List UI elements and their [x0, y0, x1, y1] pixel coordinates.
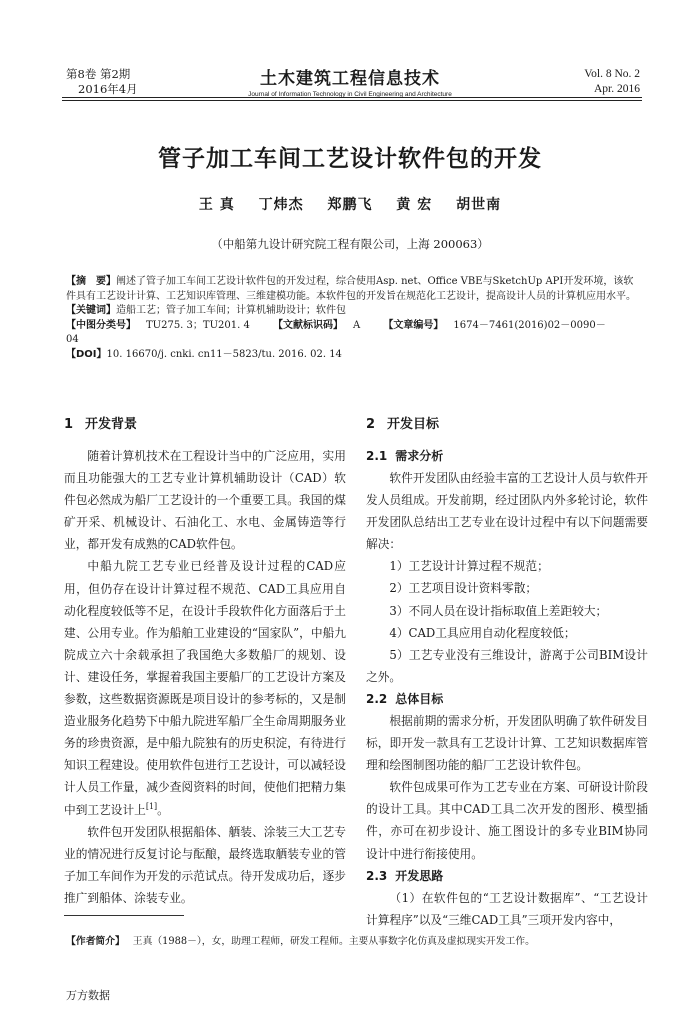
section-heading-2: 2 开发目标	[366, 417, 440, 432]
right-column	[366, 415, 648, 931]
author: 胡世南	[456, 197, 502, 213]
watermark-text: 万方数据	[66, 989, 110, 1002]
footnote-rule	[64, 915, 184, 916]
doc-code-label: 【文献标识码】	[273, 319, 343, 331]
list-item: 1）工艺设计计算过程不规范；	[389, 559, 549, 574]
author: 王 真	[198, 197, 235, 213]
clc-label: 【中图分类号】	[66, 319, 136, 331]
paragraph: 软件包开发团队根据船体、舾装、涂装三大工艺专业的情况进行反复讨论与酝酿，最终选取舾装专业的管子加工车间作为开发的示范试点。待开发成功后，逐步推广到船体、涂装专业。	[64, 824, 346, 905]
keywords-label: 【关键词】	[66, 305, 116, 317]
abstract-label: 【摘 要】	[66, 276, 116, 287]
list-item: 2）工艺项目设计资料零散；	[389, 581, 538, 596]
author-footnote	[66, 933, 535, 947]
citation: [1]	[145, 801, 158, 811]
subsection-heading: 2.2 总体目标	[366, 691, 444, 706]
clc-value: TU275. 3；TU201. 4	[146, 319, 250, 331]
date-cn: 2016年4月	[78, 82, 138, 96]
keywords	[66, 304, 636, 319]
paragraph: （1）在软件包的“工艺设计数据库”、“工艺设计计算程序”以及“三维CAD工具”三项开发内容中，	[366, 890, 648, 927]
doi-label: 【DOI】	[66, 348, 107, 360]
author: 郑鹏飞	[327, 197, 373, 213]
header-rule-thin	[62, 100, 642, 101]
paragraph: 软件包成果可作为工艺专业在方案、可研设计阶段的设计工具。其中CAD工具二次开发的图形、模型插件，亦可在初步设计、施工图设计的多专业BIM协同设计中进行衔接使用。	[366, 780, 648, 861]
list-item: 3）不同人员在设计指标取值上差距较大；	[389, 603, 608, 618]
author-list	[0, 194, 700, 214]
journal-name-en: Journal of Information Technology in Civil Engineering and Architecture	[248, 91, 452, 98]
classification-row	[66, 319, 636, 348]
running-header-right	[584, 67, 640, 97]
abstract	[66, 275, 636, 304]
subsection-heading: 2.1 需求分析	[366, 449, 444, 463]
affiliation: （中船第九设计研究院工程有限公司，上海 200063）	[211, 237, 489, 251]
abstract-block	[66, 275, 636, 363]
list-item: 5）工艺专业没有三维设计，游离于公司BIM设计之外。	[366, 647, 648, 684]
running-header-left	[66, 67, 138, 97]
list-item: 4）CAD工具应用自动化程度较低；	[389, 625, 576, 640]
journal-masthead	[200, 64, 500, 98]
paragraph: 随着计算机技术在工程设计当中的广泛应用，实用而且功能强大的工艺专业计算机辅助设计（CAD）软件包必然成为船厂工艺设计的一个重要工具。我国的煤矿开采、机械设计、石油化工、水电、金属铸造等行业，都开发有成熟的CAD软件包。	[64, 449, 346, 552]
article-title: 管子加工车间工艺设计软件包的开发	[158, 146, 542, 172]
author: 丁炜杰	[258, 197, 304, 213]
doi	[66, 348, 636, 363]
doc-code-value: A	[353, 319, 361, 331]
volume-issue-cn: 第8卷 第2期	[66, 67, 131, 81]
footnote-text: 王真（1988－），女，助理工程师，研发工程师。主要从事数字化仿真及虚拟现实开发工作。	[132, 936, 535, 947]
paragraph: 中船九院工艺专业已经普及设计过程的CAD应用，但仍存在设计计算过程不规范、CAD工具应用自动化程度较低等不足，在设计手段软件化方面落后于土建、公用专业。作为船舶工业建设的“国家队”，中船九院成立六十余载承担了我国绝大多数船厂的规划、设计、建设任务，掌握着我国主要船厂的工艺设计方案及参数，这些数据资源既是项目设计的参考标的，又是制造业服务化趋势下中船九院进军船厂全生命周期服务业务的珍贵资源，是中船九院独有的历史积淀，有待进行知识工程建设。使用软件包进行工艺设计，可以减轻设计人员工作量，减少查阅资料的时间，使他们把精力集中到工艺设计上[1]。	[64, 559, 346, 817]
author: 黄 宏	[396, 197, 433, 213]
article-no-value: 1674－7461(2016)02－0090－04	[66, 319, 606, 346]
journal-name-cn: 土木建筑工程信息技术	[260, 69, 440, 89]
doi-value: 10. 16670/j. cnki. cn11－5823/tu. 2016. 02. 14	[106, 348, 342, 360]
abstract-text: 阐述了管子加工车间工艺设计软件包的开发过程，综合使用Asp. net、Office VBE与SketchUp API开发环境，该软件具有工艺设计计算、工艺知识库管理、三维建模功能。本软件包的开发旨在规范化工艺设计，提高设计人员的计算机应用水平。	[66, 276, 636, 302]
keywords-text: 造船工艺；管子加工车间；计算机辅助设计；软件包	[116, 305, 346, 317]
subsection-heading: 2.3 开发思路	[366, 868, 444, 883]
paragraph: 软件开发团队由经验丰富的工艺设计人员与软件开发人员组成。开发前期，经过团队内外多轮讨论，软件开发团队总结出工艺专业在设计过程中有以下问题需要解决：	[366, 471, 648, 552]
footnote-label: 【作者简介】	[66, 936, 125, 947]
volume-issue-en: Vol. 8 No. 2	[584, 68, 640, 80]
section-heading-1: 1 开发背景	[64, 417, 138, 432]
article-no-label: 【文章编号】	[383, 319, 444, 331]
left-column	[64, 415, 346, 909]
paragraph: 根据前期的需求分析，开发团队明确了软件研发目标，即开发一款具有工艺设计计算、工艺知识数据库管理和绘图制图功能的船厂工艺设计软件包。	[366, 713, 648, 773]
date-en: Apr. 2016	[594, 83, 640, 95]
header-rule	[62, 97, 642, 98]
